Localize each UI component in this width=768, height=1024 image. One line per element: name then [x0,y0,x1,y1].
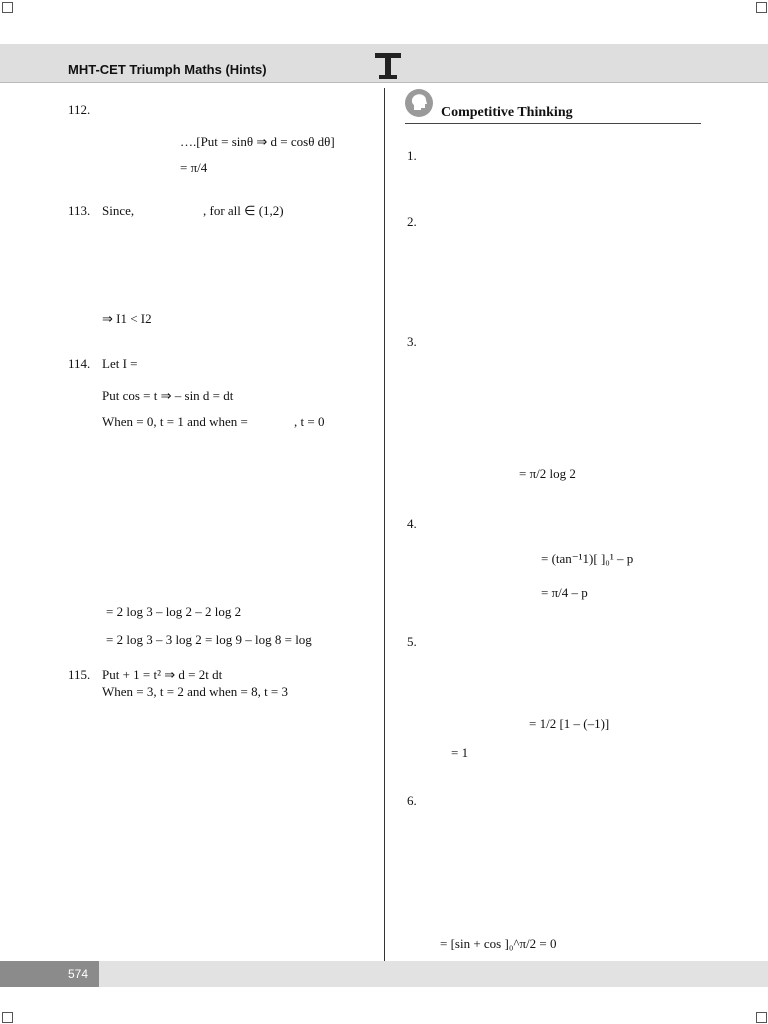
solution-line: = 2 log 3 – log 2 – 2 log 2 [106,604,242,619]
question-number: 6. [407,793,417,808]
crop-mark [2,2,13,13]
solution-line: When = 3, t = 2 and when = 8, t = 3 [102,684,289,699]
crop-mark [756,1012,767,1023]
solution-line: Let I = [102,356,138,371]
question-number: 5. [407,634,417,649]
question-number: 112. [68,102,91,117]
solution-line: , t = 0 [294,414,325,429]
question-number: 115. [68,667,91,682]
solution-line: = π/4 [180,160,208,175]
solution-line: = 1 [451,745,469,760]
solution-line: = [sin + cos ]₀^π/2 = 0 [440,936,557,951]
crop-mark [756,2,767,13]
solution-line: ….[Put = sinθ ⇒ d = cosθ dθ] [180,134,335,149]
question-number: 114. [68,356,91,371]
solution-line: = 2 log 3 – 3 log 2 = log 9 – log 8 = log [106,632,312,647]
solution-line: ⇒ I1 < I2 [102,311,152,326]
solution-line: Put + 1 = t² ⇒ d = 2t dt [102,667,223,682]
crop-mark [2,1012,13,1023]
question-number: 113. [68,203,91,218]
publisher-logo-icon [370,46,406,82]
page-number: 574 [0,961,99,987]
question-number: 4. [407,516,417,531]
column-divider [384,88,385,962]
solution-line: Put cos = t ⇒ – sin d = dt [102,388,234,403]
question-number: 2. [407,214,417,229]
solution-line: When = 0, t = 1 and when = [102,414,248,429]
thinking-head-icon [405,89,433,117]
section-title: Competitive Thinking [441,105,573,120]
question-number: 3. [407,334,417,349]
solution-line: , for all ∈ (1,2) [203,203,284,218]
section-rule [405,123,701,124]
solution-line: = (tan⁻¹1)[ ]₀¹ – p [541,551,634,566]
solution-line: = π/4 – p [541,585,588,600]
solution-line: Since, [102,203,135,218]
page-footer [0,961,768,987]
book-title: MHT-CET Triumph Maths (Hints) [68,62,267,77]
solution-line: = π/2 log 2 [519,466,576,481]
question-number: 1. [407,148,417,163]
solution-line: = 1/2 [1 – (–1)] [529,716,610,731]
